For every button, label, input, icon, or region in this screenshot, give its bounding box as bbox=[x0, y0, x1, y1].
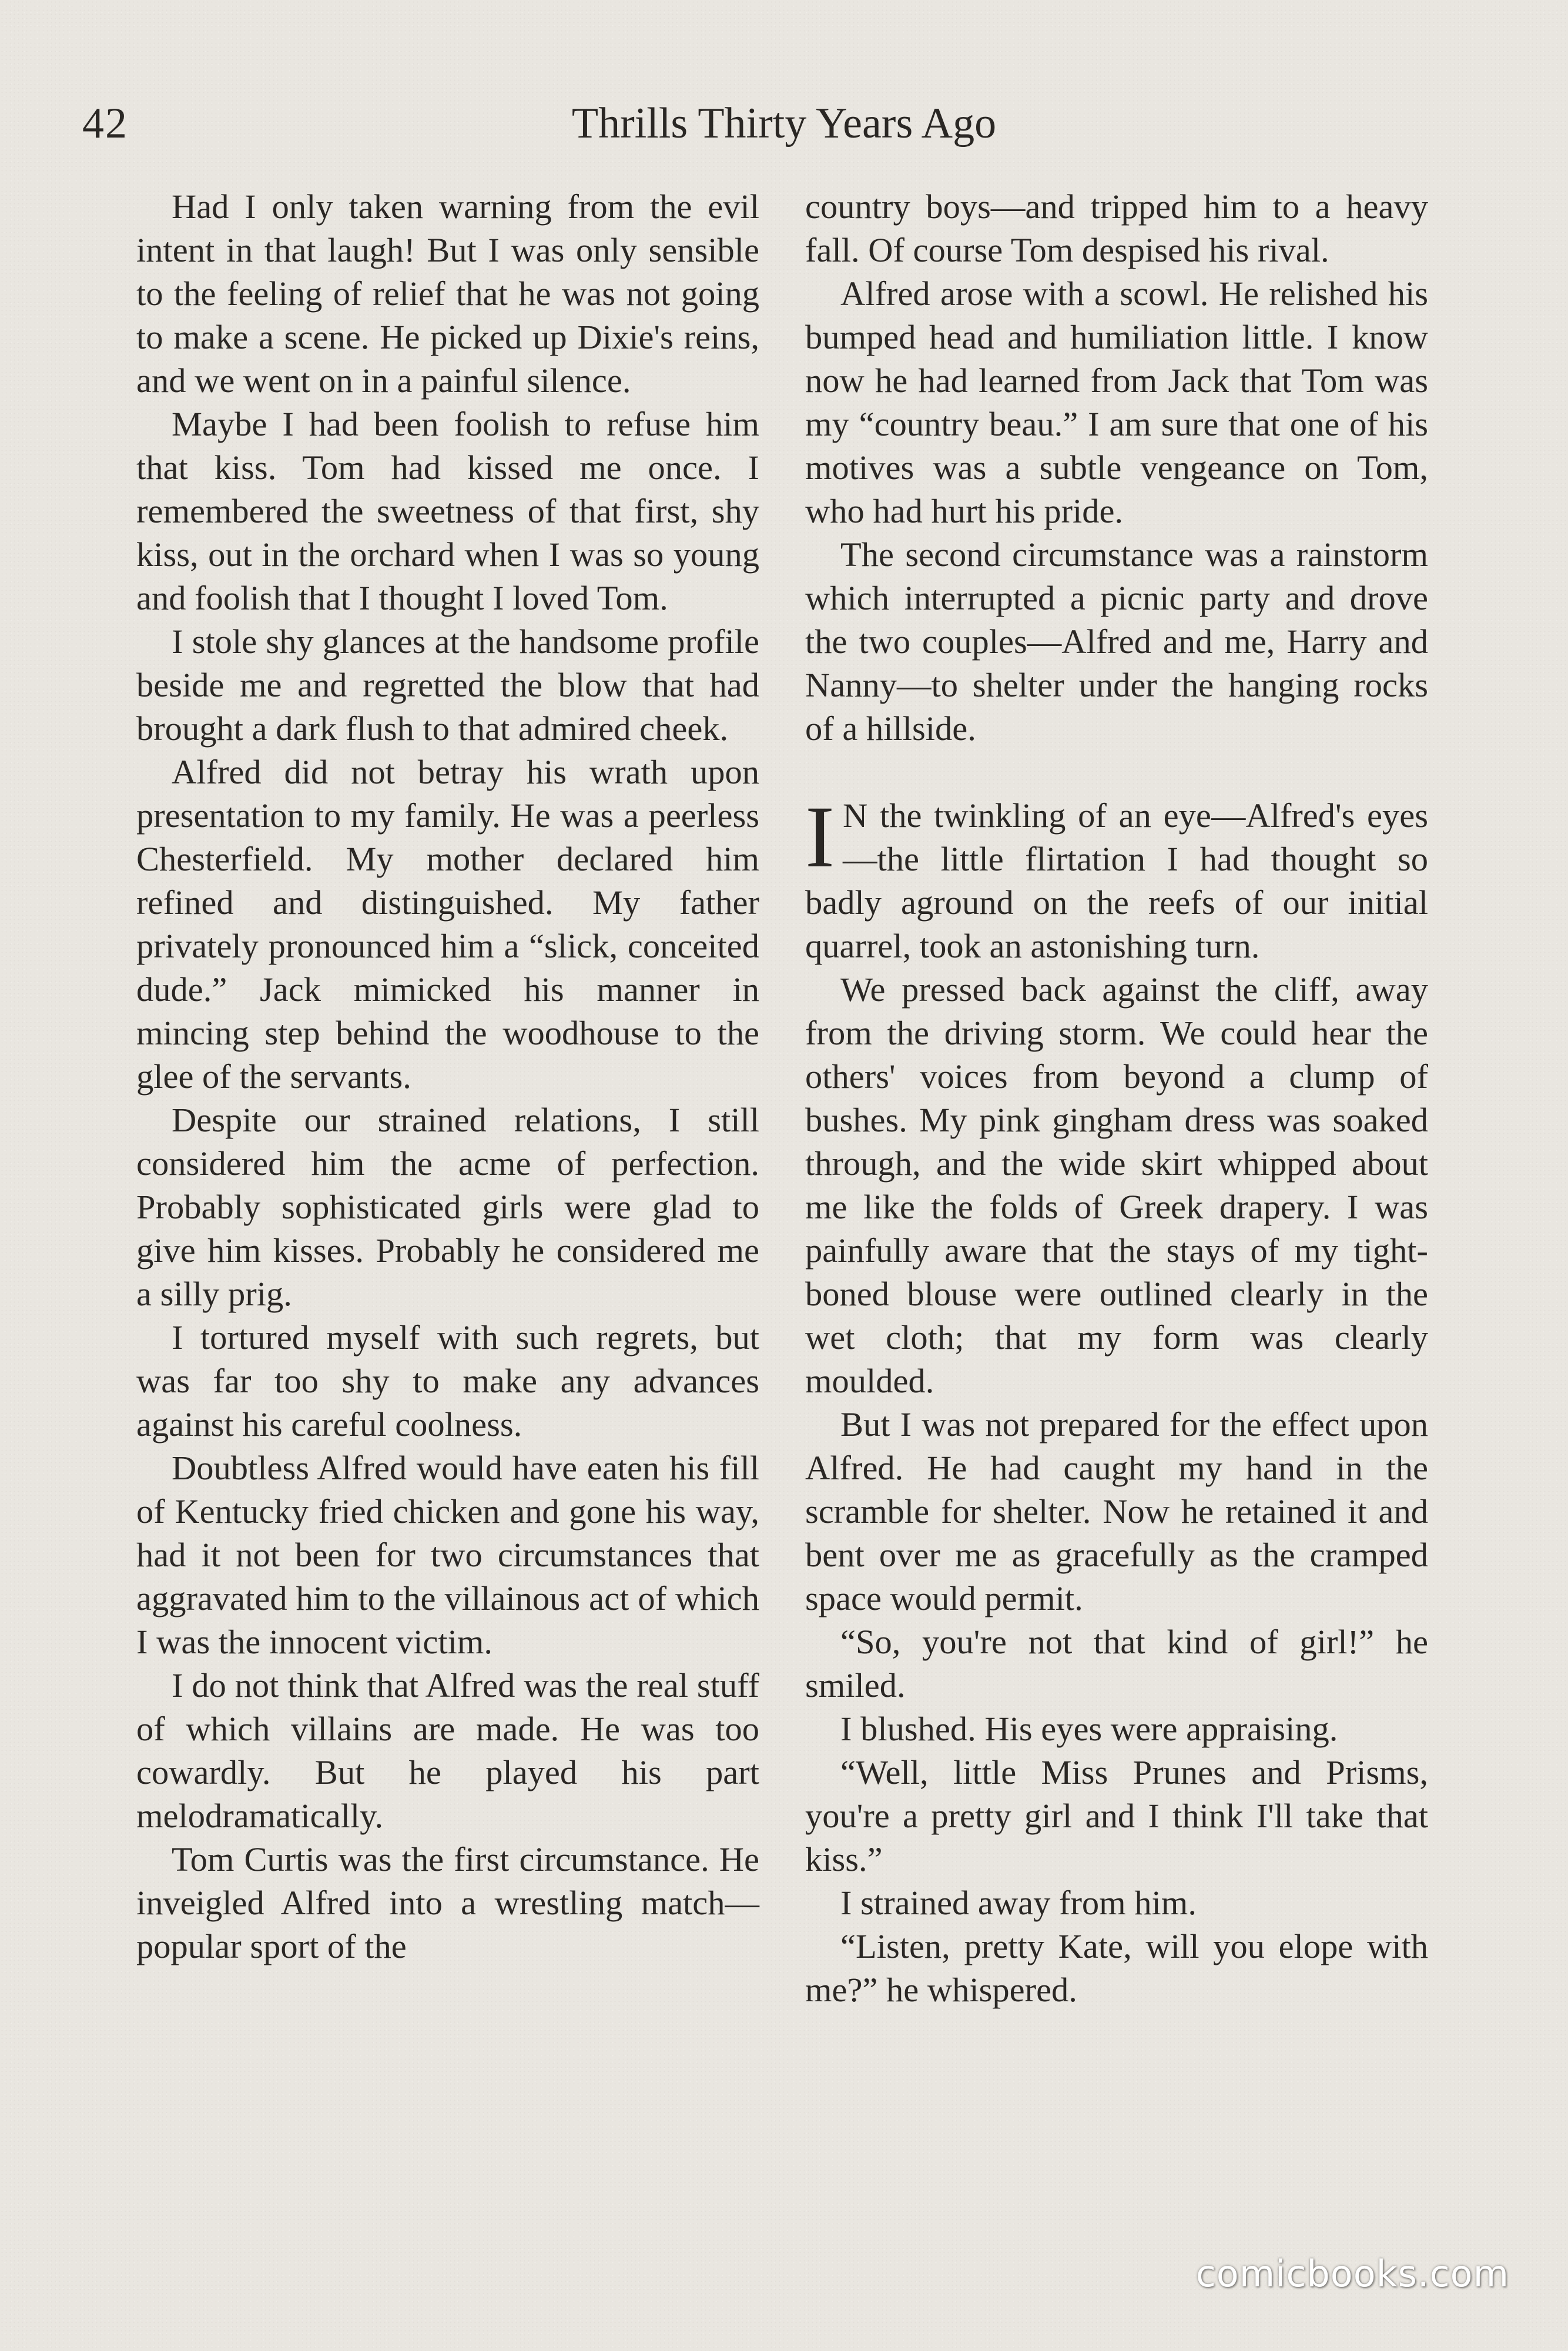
watermark: comicbooks.com bbox=[1195, 2252, 1509, 2295]
drop-cap: I bbox=[805, 788, 835, 886]
section-break bbox=[805, 751, 1428, 794]
paragraph: I stole shy glances at the handsome profile beside me and regretted the blow that had brought a dark flush to that admired cheek. bbox=[136, 622, 759, 748]
page-number: 42 bbox=[82, 99, 128, 148]
paragraph: But I was not prepared for the effect upon Alfred. He had caught my hand in the scramble for shelter. Now he retained it and bent over me as gracefully as the cramped space would permit. bbox=[805, 1405, 1428, 1617]
paragraph: Alfred arose with a scowl. He relished his bumped head and humiliation little. I know now he had learned from Jack that Tom was my “country beau.” I am sure that one of his motives was a subtle vengeance on Tom, who had hurt his pride. bbox=[805, 274, 1428, 530]
paragraph: Despite our strained relations, I still considered him the acme of perfection. Probably sophisticated girls were glad to give him kisses. Probably he considered me a silly prig. bbox=[136, 1101, 759, 1313]
paragraph: I tortured myself with such regrets, but was far too shy to make any advances against his careful coolness. bbox=[136, 1318, 759, 1444]
paragraph: “Listen, pretty Kate, will you elope with me?” he whispered. bbox=[805, 1927, 1428, 2009]
left-column bbox=[136, 185, 759, 1968]
drop-cap-text: N the twinkling of an eye—Alfred's eyes—the little flirtation I had thought so badly aground on the reefs of our initial quarrel, took an astonishing turn. bbox=[805, 796, 1428, 965]
paragraph: We pressed back against the cliff, away from the driving storm. We could hear the others' voices from beyond a clump of bushes. My pink gingham dress was soaked through, and the wide skirt whipped about me like the folds of Greek drapery. I was painfully aware that the stays of my tight-boned blouse were outlined clearly in the wet cloth; that my form was clearly moulded. bbox=[805, 970, 1428, 1400]
paragraph: Maybe I had been foolish to refuse him that kiss. Tom had kissed me once. I remembered the sweetness of that first, shy kiss, out in the orchard when I was so young and foolish that I thought I loved Tom. bbox=[136, 405, 759, 617]
paragraph: Alfred did not betray his wrath upon presentation to my family. He was a peerless Chesterfield. My mother declared him refined and distinguished. My father privately pronounced him a “slick, conceited dude.” Jack mimicked his manner in mincing step behind the woodhouse to the glee of the servants. bbox=[136, 753, 759, 1096]
paragraph: “So, you're not that kind of girl!” he smiled. bbox=[805, 1623, 1428, 1704]
paragraph: Doubtless Alfred would have eaten his fill of Kentucky fried chicken and gone his way, had it not been for two circumstances that aggravated him to the villainous act of which I was the innocent victim. bbox=[136, 1449, 759, 1661]
paragraph: “Well, little Miss Prunes and Prisms, you're a pretty girl and I think I'll take that kiss.” bbox=[805, 1753, 1428, 1878]
right-column bbox=[805, 185, 1428, 2012]
paragraph-continuation: country boys—and tripped him to a heavy fall. Of course Tom despised his rival. bbox=[805, 187, 1428, 269]
paragraph: Tom Curtis was the first circumstance. He inveigled Alfred into a wrestling match—popular sport of the bbox=[136, 1840, 759, 1965]
page-title: Thrills Thirty Years Ago bbox=[571, 99, 997, 148]
paragraph: I strained away from him. bbox=[840, 1884, 1197, 1922]
paragraph: Had I only taken warning from the evil intent in that laugh! But I was only sensible to the feeling of relief that he was not going to make a scene. He picked up Dixie's reins, and we went on in a painful silence. bbox=[136, 187, 759, 400]
paragraph: I do not think that Alfred was the real stuff of which villains are made. He was too cowardly. But he played his part melodramatically. bbox=[136, 1666, 759, 1835]
paragraph: The second circumstance was a rainstorm which interrupted a picnic party and drove the two couples—Alfred and me, Harry and Nanny—to shelter under the hanging rocks of a hillside. bbox=[805, 535, 1428, 748]
paragraph: I blushed. His eyes were appraising. bbox=[840, 1710, 1338, 1748]
drop-cap-paragraph bbox=[805, 788, 1428, 968]
